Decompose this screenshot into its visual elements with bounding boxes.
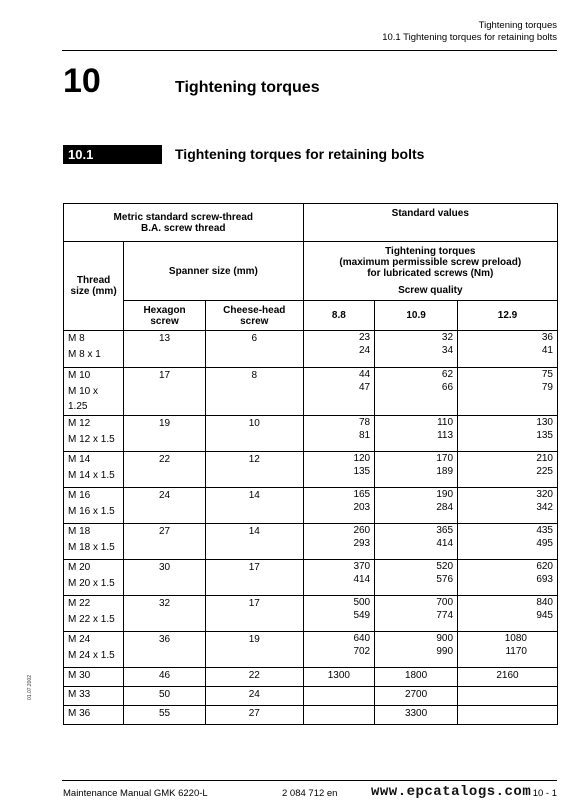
hexagon-cell: 27 [124, 524, 206, 560]
hexagon-cell: 30 [124, 560, 206, 596]
thread-size-cell: M 18 M 18 x 1.5 [64, 524, 124, 560]
cheese-head-cell: 24 [205, 687, 303, 706]
torque-10-9-cell: 32 34 [375, 331, 458, 368]
running-header-section: 10.1 Tightening torques for retaining bolts [382, 32, 557, 43]
head-hexagon-screw: Hexagon screw [124, 301, 206, 331]
cheese-head-cell: 14 [205, 488, 303, 524]
footer-doc-number: 2 084 712 en [282, 788, 338, 799]
torque-12-9-cell: 320 342 [458, 488, 558, 524]
head-cheese-head-screw: Cheese-head screw [205, 301, 303, 331]
table-row [64, 687, 558, 706]
torque-12-9-cell: 130 135 [458, 416, 558, 452]
footer-rule [62, 780, 557, 781]
torque-8-8-cell: 370 414 [303, 560, 375, 596]
cheese-head-cell: 22 [205, 668, 303, 687]
cheese-head-cell: 27 [205, 706, 303, 725]
cheese-head-cell: 10 [205, 416, 303, 452]
thread-size-cell: M 16 M 16 x 1.5 [64, 488, 124, 524]
section-number: 10.1 [63, 145, 162, 164]
header-rule [62, 50, 557, 51]
footer-manual-title: Maintenance Manual GMK 6220-L [63, 788, 208, 799]
torque-10-9-cell: 3300 [375, 706, 458, 725]
torque-12-9-cell: 210 225 [458, 452, 558, 488]
thread-size-cell: M 22 M 22 x 1.5 [64, 596, 124, 632]
torque-8-8-cell: 1300 [303, 668, 375, 687]
head-thread-type: Metric standard screw-thread B.A. screw thread [64, 204, 304, 242]
hexagon-cell: 46 [124, 668, 206, 687]
head-screw-quality: Screw quality [398, 285, 463, 296]
head-thread-size: Thread size (mm) [64, 242, 124, 331]
cheese-head-cell: 17 [205, 560, 303, 596]
torque-8-8-cell: 260 293 [303, 524, 375, 560]
table-row [64, 632, 558, 668]
torque-12-9-cell: 36 41 [458, 331, 558, 368]
hexagon-cell: 55 [124, 706, 206, 725]
hexagon-cell: 32 [124, 596, 206, 632]
footer-page-number: 10 - 1 [532, 788, 557, 799]
torque-8-8-cell: 78 81 [303, 416, 375, 452]
torque-12-9-cell: 1080 1170 [458, 632, 558, 668]
table-row [64, 416, 558, 452]
hexagon-cell: 50 [124, 687, 206, 706]
table-row [64, 596, 558, 632]
table-row [64, 452, 558, 488]
cheese-head-cell: 12 [205, 452, 303, 488]
head-standard-values: Standard values [303, 204, 557, 242]
torque-12-9-cell: 840 945 [458, 596, 558, 632]
thread-size-cell: M 14 M 14 x 1.5 [64, 452, 124, 488]
revision-date: 01.07.2002 [27, 674, 33, 700]
torque-10-9-cell: 520 576 [375, 560, 458, 596]
table-row [64, 706, 558, 725]
head-spanner-size: Spanner size (mm) [124, 242, 303, 301]
section-title: Tightening torques for retaining bolts [175, 146, 425, 162]
chapter-number: 10 [63, 62, 101, 100]
cheese-head-cell: 14 [205, 524, 303, 560]
hexagon-cell: 13 [124, 331, 206, 368]
torque-8-8-cell: 44 47 [303, 368, 375, 416]
thread-size-cell: M 36 [64, 706, 124, 725]
chapter-title: Tightening torques [175, 79, 320, 96]
torque-12-9-cell [458, 706, 558, 725]
torque-table [63, 203, 558, 725]
torque-10-9-cell: 110 113 [375, 416, 458, 452]
head-quality-10-9: 10.9 [375, 301, 458, 331]
table-row [64, 524, 558, 560]
table-row [64, 668, 558, 687]
table-row [64, 488, 558, 524]
torque-10-9-cell: 190 284 [375, 488, 458, 524]
thread-size-cell: M 12 M 12 x 1.5 [64, 416, 124, 452]
table-row [64, 331, 558, 368]
torque-8-8-cell: 640 702 [303, 632, 375, 668]
table-row [64, 368, 558, 416]
torque-10-9-cell: 1800 [375, 668, 458, 687]
torque-8-8-cell: 120 135 [303, 452, 375, 488]
thread-size-cell: M 10 M 10 x 1.25 [64, 368, 124, 416]
torque-10-9-cell: 700 774 [375, 596, 458, 632]
thread-size-cell: M 20 M 20 x 1.5 [64, 560, 124, 596]
torque-12-9-cell [458, 687, 558, 706]
thread-size-cell: M 24 M 24 x 1.5 [64, 632, 124, 668]
torque-10-9-cell: 365 414 [375, 524, 458, 560]
running-header-chapter: Tightening torques [478, 20, 557, 31]
table-row [64, 560, 558, 596]
torque-8-8-cell [303, 687, 375, 706]
cheese-head-cell: 17 [205, 596, 303, 632]
footer-watermark: www.epcatalogs.com [371, 784, 532, 800]
cheese-head-cell: 6 [205, 331, 303, 368]
torque-8-8-cell [303, 706, 375, 725]
hexagon-cell: 24 [124, 488, 206, 524]
hexagon-cell: 22 [124, 452, 206, 488]
hexagon-cell: 17 [124, 368, 206, 416]
cheese-head-cell: 8 [205, 368, 303, 416]
torque-12-9-cell: 75 79 [458, 368, 558, 416]
hexagon-cell: 36 [124, 632, 206, 668]
torque-8-8-cell: 23 24 [303, 331, 375, 368]
torque-8-8-cell: 165 203 [303, 488, 375, 524]
torque-10-9-cell: 900 990 [375, 632, 458, 668]
head-quality-12-9: 12.9 [458, 301, 558, 331]
torque-10-9-cell: 62 66 [375, 368, 458, 416]
torque-10-9-cell: 170 189 [375, 452, 458, 488]
thread-size-cell: M 30 [64, 668, 124, 687]
hexagon-cell: 19 [124, 416, 206, 452]
torque-8-8-cell: 500 549 [303, 596, 375, 632]
torque-12-9-cell: 435 495 [458, 524, 558, 560]
torque-10-9-cell: 2700 [375, 687, 458, 706]
cheese-head-cell: 19 [205, 632, 303, 668]
head-quality-8-8: 8.8 [303, 301, 375, 331]
thread-size-cell: M 8 M 8 x 1 [64, 331, 124, 368]
torque-12-9-cell: 620 693 [458, 560, 558, 596]
thread-size-cell: M 33 [64, 687, 124, 706]
running-header [382, 20, 557, 44]
torque-12-9-cell: 2160 [458, 668, 558, 687]
head-tightening-torques: Tightening torques (maximum permissible screw preload) for lubricated screws (Nm) Screw quality [303, 242, 557, 301]
